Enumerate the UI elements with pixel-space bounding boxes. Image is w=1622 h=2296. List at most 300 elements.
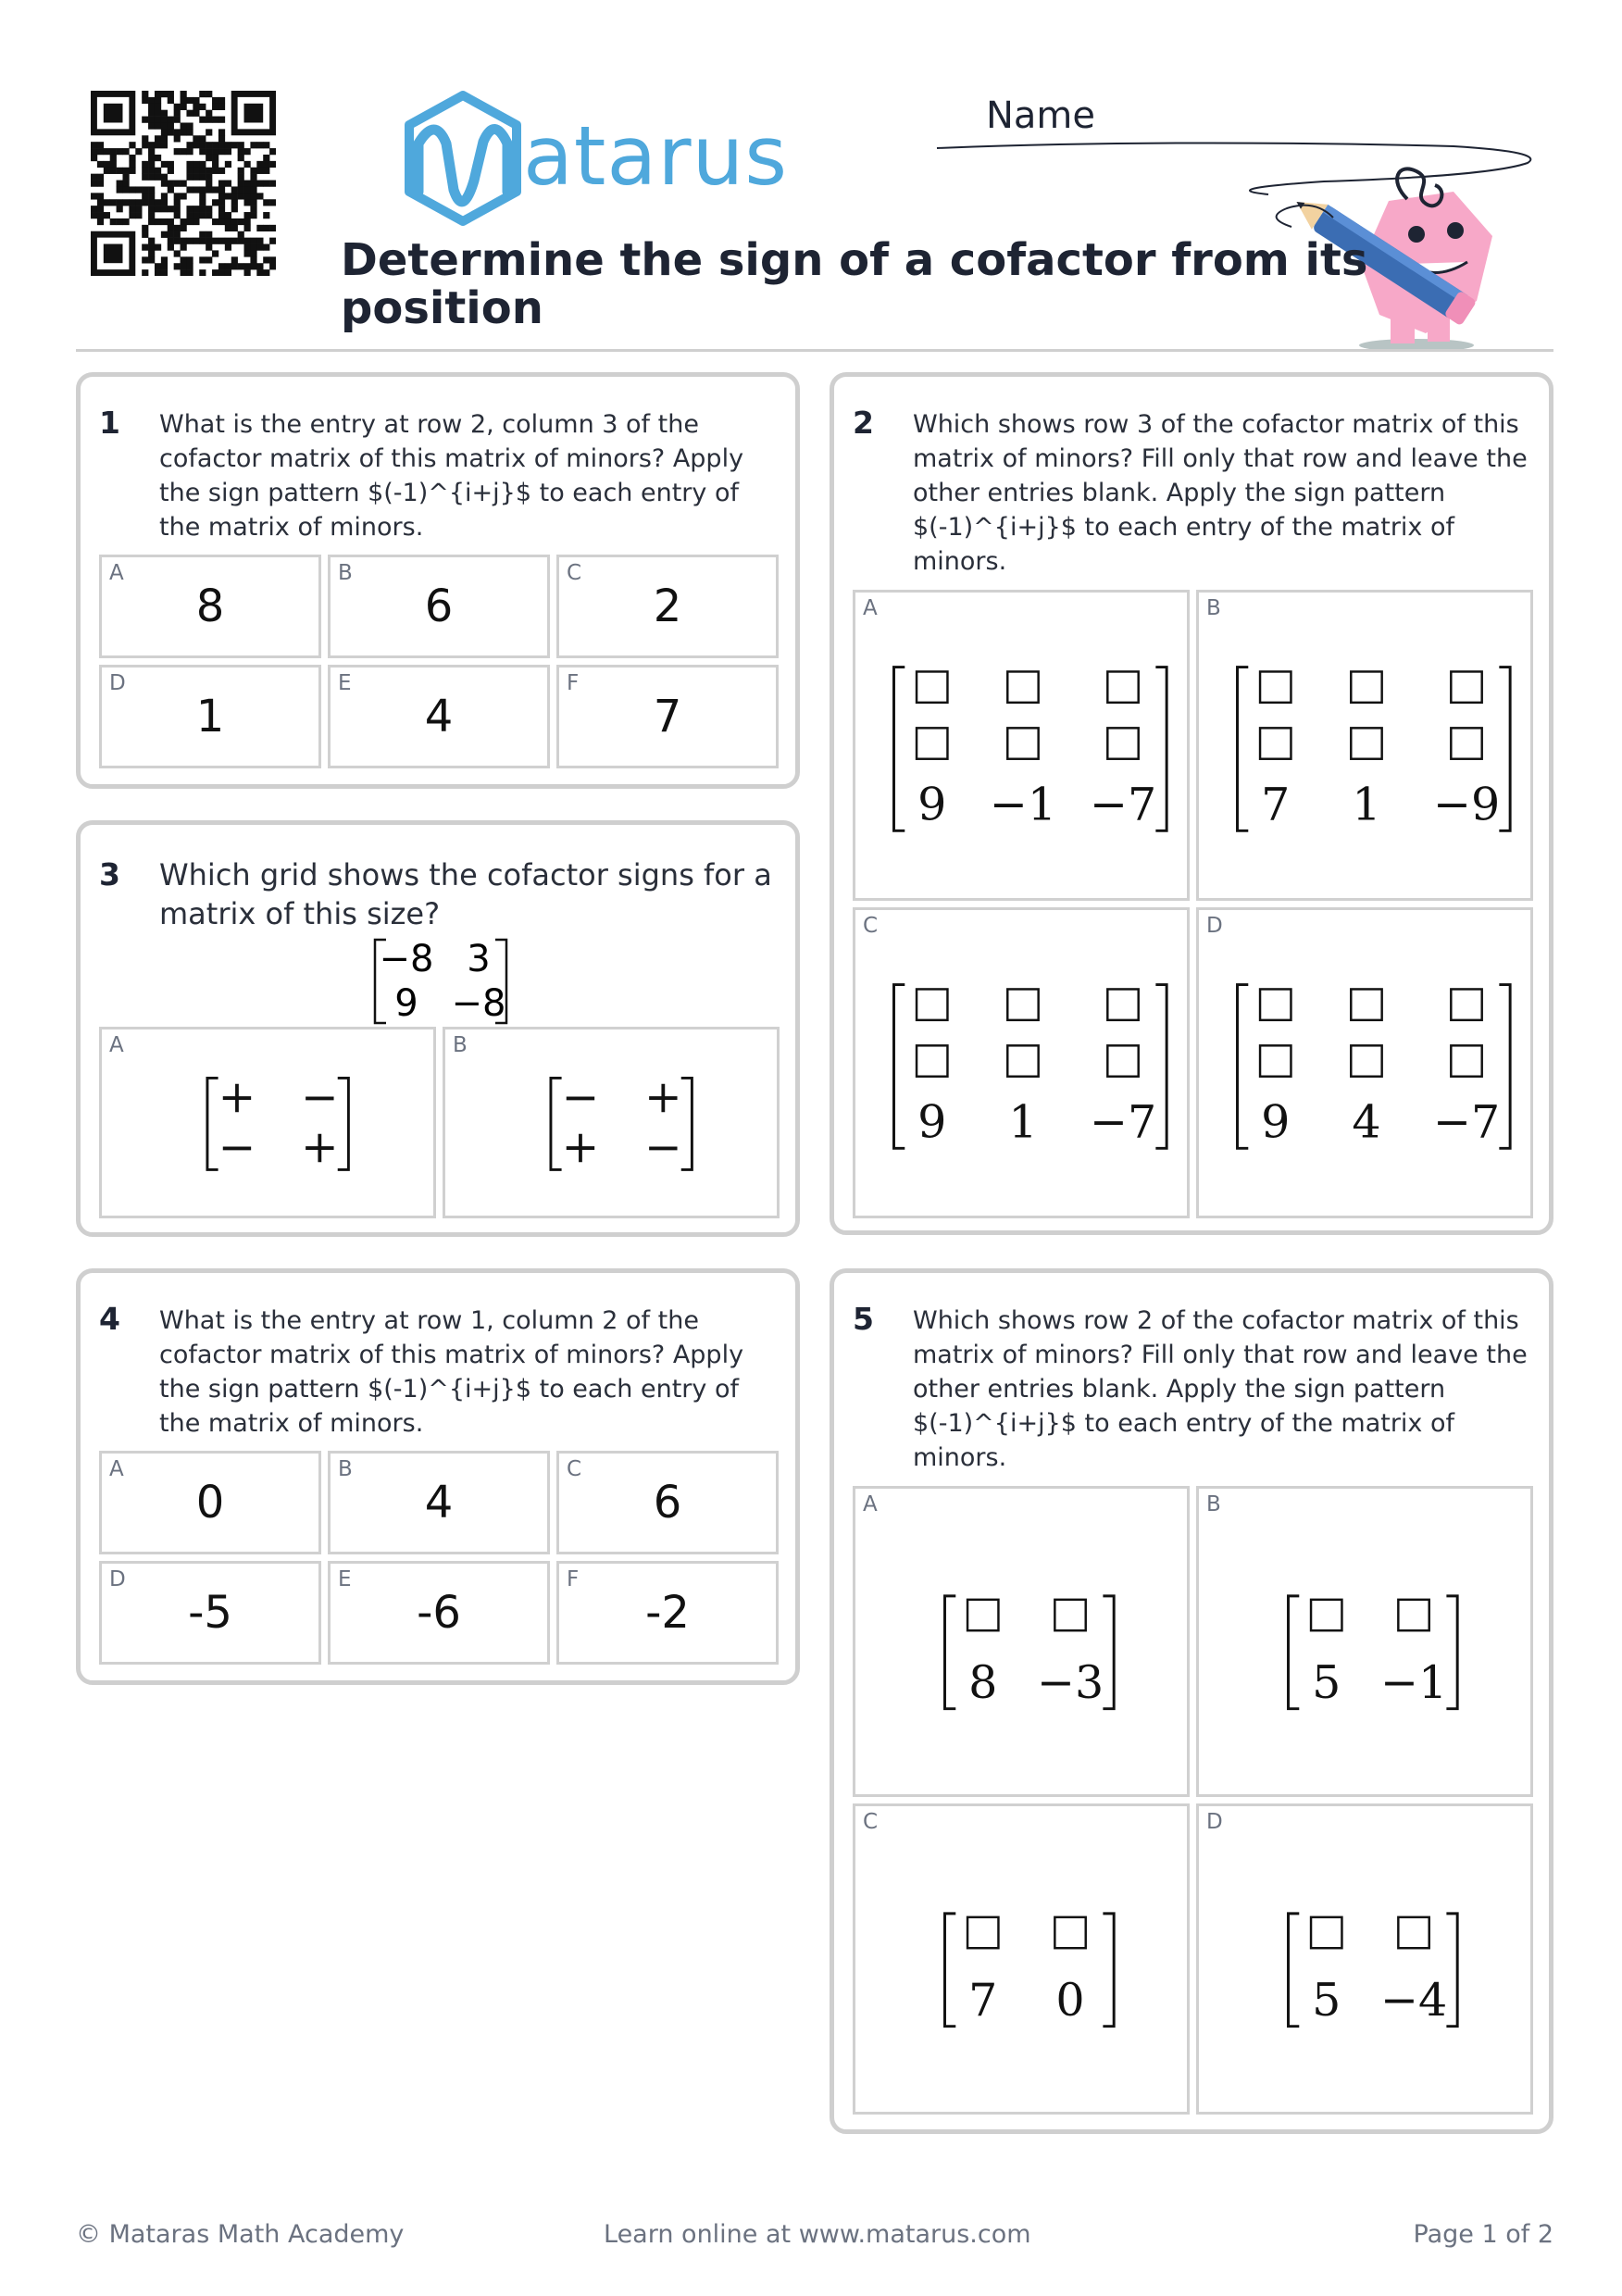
- qr-module: [244, 161, 251, 168]
- option-letter: A: [109, 1457, 124, 1481]
- qr-module: [148, 238, 155, 244]
- matrix-entry: −3: [1036, 1654, 1104, 1709]
- qr-module: [142, 193, 148, 199]
- qr-module: [206, 212, 212, 218]
- qr-module: [193, 174, 199, 181]
- qr-module: [199, 186, 206, 193]
- qr-module: [148, 174, 155, 181]
- qr-module: [142, 244, 148, 251]
- answer-option-e[interactable]: [328, 1561, 550, 1665]
- option-letter: C: [567, 1457, 582, 1481]
- sign-entry: +: [300, 1121, 339, 1174]
- qr-module: [231, 193, 238, 199]
- qr-module: [110, 155, 117, 161]
- bracket-left: [207, 1078, 218, 1169]
- qr-module: [97, 181, 104, 187]
- qr-module: [122, 148, 129, 155]
- qr-module: [256, 161, 263, 168]
- qr-module: [238, 174, 244, 181]
- qr-module: [218, 186, 225, 193]
- qr-module: [238, 193, 244, 199]
- qr-module: [135, 186, 142, 193]
- blank-box: [1351, 671, 1381, 702]
- qr-module: [174, 135, 181, 142]
- qr-module: [117, 186, 123, 193]
- qr-module: [155, 174, 161, 181]
- qr-module: [238, 148, 244, 155]
- qr-module: [238, 218, 244, 225]
- qr-module: [225, 161, 231, 168]
- footer-copyright: © Mataras Math Academy: [76, 2220, 405, 2249]
- bracket-left: [894, 668, 905, 831]
- qr-module: [155, 244, 161, 251]
- blank-box: [917, 989, 947, 1019]
- qr-module: [244, 238, 251, 244]
- option-letter: D: [1206, 1810, 1223, 1834]
- qr-module: [206, 238, 212, 244]
- qr-module: [199, 193, 206, 199]
- qr-module: [110, 218, 117, 225]
- answer-option-b[interactable]: [1196, 1486, 1533, 1797]
- qr-module: [148, 142, 155, 148]
- qr-module: [104, 212, 110, 218]
- qr-module: [104, 161, 110, 168]
- qr-module: [155, 104, 161, 110]
- qr-module: [206, 110, 212, 117]
- qr-module: [168, 181, 174, 187]
- qr-module: [231, 225, 238, 231]
- qr-module: [148, 186, 155, 193]
- qr-module: [212, 186, 218, 193]
- qr-module: [186, 269, 193, 276]
- qr-module: [155, 135, 161, 142]
- bracket-left: [1289, 1596, 1300, 1709]
- blank-box: [1260, 671, 1291, 702]
- option-value: 4: [424, 691, 454, 742]
- matrix-entry: 1: [1352, 777, 1381, 831]
- qr-module: [181, 181, 187, 187]
- qr-module: [244, 250, 251, 256]
- matrix-entry: 7: [1261, 777, 1291, 831]
- qr-module: [186, 238, 193, 244]
- qr-module: [263, 256, 269, 263]
- matrix-entry: 8: [968, 1654, 998, 1709]
- qr-module: [263, 181, 269, 187]
- answer-option-b[interactable]: [328, 555, 550, 658]
- qr-module: [91, 174, 97, 181]
- option-value: 8: [195, 580, 225, 632]
- bracket-right: [681, 1078, 692, 1169]
- qr-module: [117, 148, 123, 155]
- qr-module: [148, 199, 155, 206]
- qr-module: [199, 199, 206, 206]
- qr-module: [186, 174, 193, 181]
- qr-module: [142, 135, 148, 142]
- page-title: Determine the sign of a cofactor from its position: [341, 234, 1368, 334]
- qr-module: [91, 148, 97, 155]
- qr-module: [161, 269, 168, 276]
- option-letter: A: [863, 596, 878, 620]
- qr-module: [181, 122, 187, 129]
- answer-option-a[interactable]: [99, 555, 321, 658]
- qr-module: [161, 256, 168, 263]
- qr-module: [174, 199, 181, 206]
- qr-module: [155, 263, 161, 269]
- qr-finder: [244, 104, 264, 123]
- blank-box: [1260, 728, 1291, 758]
- qr-module: [104, 168, 110, 174]
- qr-module: [199, 91, 206, 97]
- qr-module: [218, 104, 225, 110]
- bracket-right: [1155, 985, 1167, 1149]
- qr-module: [117, 199, 123, 206]
- qr-module: [263, 155, 269, 161]
- qr-module: [199, 148, 206, 155]
- question-card-4: [76, 1268, 800, 1685]
- qr-module: [212, 104, 218, 110]
- qr-module: [212, 117, 218, 123]
- blank-box: [1260, 1045, 1291, 1076]
- qr-module: [155, 91, 161, 97]
- qr-module: [193, 212, 199, 218]
- qr-module: [148, 218, 155, 225]
- qr-module: [212, 148, 218, 155]
- question-text: Which shows row 2 of the cofactor matrix of this matrix of minors? Fill only that row and leave the other entries blank. Apply the sign pattern $(-1)^{i+j}$ to each entry of the matrix of minors.: [913, 1306, 1528, 1472]
- qr-module: [218, 218, 225, 225]
- matrix-entry: 9: [394, 982, 418, 1025]
- footer-website[interactable]: Learn online at www.matarus.com: [604, 2220, 1031, 2249]
- qr-module: [186, 212, 193, 218]
- question-number: 4: [99, 1301, 120, 1337]
- matrix-entry: 1: [1008, 1094, 1038, 1149]
- qr-module: [155, 97, 161, 104]
- qr-module: [148, 168, 155, 174]
- question-matrix: [358, 934, 525, 1027]
- qr-module: [148, 244, 155, 251]
- qr-module: [218, 206, 225, 212]
- matrix-entry: 9: [917, 1094, 947, 1149]
- qr-module: [155, 110, 161, 117]
- option-value: -6: [417, 1587, 461, 1639]
- qr-module: [263, 269, 269, 276]
- qr-module: [129, 212, 135, 218]
- qr-module: [97, 174, 104, 181]
- blank-box: [1398, 1600, 1429, 1630]
- qr-module: [161, 174, 168, 181]
- bracket-right: [1155, 668, 1167, 831]
- qr-module: [218, 238, 225, 244]
- qr-module: [250, 181, 256, 187]
- blank-box: [1351, 728, 1381, 758]
- qr-module: [244, 269, 251, 276]
- matrix-entry: 9: [1261, 1094, 1291, 1149]
- qr-module: [225, 218, 231, 225]
- qr-module: [186, 256, 193, 263]
- answer-option-d[interactable]: [99, 1561, 321, 1665]
- qr-module: [161, 122, 168, 129]
- qr-module: [174, 104, 181, 110]
- qr-module: [193, 218, 199, 225]
- sign-entry: +: [643, 1071, 682, 1124]
- qr-module: [186, 186, 193, 193]
- qr-module: [155, 218, 161, 225]
- qr-module: [250, 256, 256, 263]
- matrix-entry: −1: [989, 777, 1057, 831]
- qr-module: [174, 117, 181, 123]
- sign-entry: +: [561, 1121, 600, 1174]
- matrix-entry: −7: [1432, 1094, 1501, 1149]
- qr-module: [199, 212, 206, 218]
- qr-module: [148, 212, 155, 218]
- blank-box: [1398, 1917, 1429, 1948]
- qr-module: [168, 117, 174, 123]
- qr-module: [206, 168, 212, 174]
- qr-module: [122, 168, 129, 174]
- answer-option-f[interactable]: [556, 1561, 779, 1665]
- blank-box: [1107, 1045, 1138, 1076]
- qr-module: [199, 238, 206, 244]
- qr-module: [142, 199, 148, 206]
- question-number: 2: [853, 405, 874, 441]
- qr-module: [168, 168, 174, 174]
- qr-module: [155, 269, 161, 276]
- bracket-left: [1238, 985, 1249, 1149]
- qr-module: [256, 263, 263, 269]
- option-letter: D: [109, 671, 126, 695]
- answer-option-a[interactable]: [99, 1027, 436, 1218]
- qr-module: [155, 206, 161, 212]
- qr-module: [91, 212, 97, 218]
- sign-entry: −: [561, 1071, 600, 1124]
- qr-module: [168, 244, 174, 251]
- bracket-right: [1103, 1596, 1114, 1709]
- qr-module: [148, 104, 155, 110]
- qr-module: [218, 168, 225, 174]
- qr-module: [206, 117, 212, 123]
- option-letter: D: [1206, 914, 1223, 938]
- qr-module: [186, 263, 193, 269]
- option-letter: A: [109, 561, 124, 585]
- qr-module: [193, 168, 199, 174]
- qr-module: [110, 148, 117, 155]
- qr-module: [142, 186, 148, 193]
- qr-module: [161, 231, 168, 238]
- answer-option-d[interactable]: [1196, 1803, 1533, 2115]
- option-letter: A: [863, 1492, 878, 1516]
- qr-module: [250, 238, 256, 244]
- qr-module: [142, 168, 148, 174]
- qr-module: [212, 199, 218, 206]
- qr-module: [186, 97, 193, 104]
- qr-module: [218, 212, 225, 218]
- option-letter: F: [567, 671, 580, 695]
- qr-module: [91, 206, 97, 212]
- qr-module: [238, 155, 244, 161]
- qr-module: [148, 97, 155, 104]
- qr-module: [193, 238, 199, 244]
- qr-module: [110, 199, 117, 206]
- qr-module: [168, 122, 174, 129]
- qr-module: [238, 231, 244, 238]
- qr-module: [238, 142, 244, 148]
- qr-module: [168, 91, 174, 97]
- answer-option-d[interactable]: [99, 665, 321, 768]
- qr-module: [181, 218, 187, 225]
- qr-module: [129, 199, 135, 206]
- qr-module: [269, 199, 276, 206]
- answer-option-b[interactable]: [443, 1027, 780, 1218]
- bracket-left: [1289, 1914, 1300, 2027]
- matrix-entry: 3: [467, 938, 491, 980]
- qr-module: [104, 199, 110, 206]
- bracket-left: [894, 985, 905, 1149]
- answer-option-d[interactable]: [1196, 907, 1533, 1218]
- answer-option-a[interactable]: [99, 1451, 321, 1554]
- qr-module: [174, 238, 181, 244]
- qr-module: [148, 250, 155, 256]
- option-letter: E: [338, 671, 352, 695]
- qr-module: [269, 181, 276, 187]
- footer-page-number: Page 1 of 2: [1413, 2220, 1553, 2249]
- qr-module: [142, 97, 148, 104]
- qr-module: [225, 225, 231, 231]
- sign-entry: +: [218, 1071, 256, 1124]
- qr-module: [91, 155, 97, 161]
- qr-module: [225, 263, 231, 269]
- qr-module: [168, 225, 174, 231]
- qr-module: [263, 225, 269, 231]
- qr-module: [244, 181, 251, 187]
- qr-module: [238, 186, 244, 193]
- qr-module: [199, 174, 206, 181]
- header-divider: [76, 349, 1553, 352]
- qr-module: [250, 212, 256, 218]
- option-value: 6: [424, 580, 454, 632]
- qr-module: [148, 206, 155, 212]
- option-letter: B: [338, 561, 353, 585]
- option-value: 0: [195, 1477, 225, 1529]
- qr-module: [174, 263, 181, 269]
- answer-option-f[interactable]: [556, 665, 779, 768]
- qr-module: [122, 218, 129, 225]
- qr-module: [129, 155, 135, 161]
- qr-module: [97, 212, 104, 218]
- qr-module: [206, 129, 212, 135]
- qr-module: [174, 225, 181, 231]
- qr-module: [269, 256, 276, 263]
- qr-module: [193, 186, 199, 193]
- option-value: -2: [645, 1587, 690, 1639]
- blank-box: [1007, 671, 1038, 702]
- matrix-entry: 9: [917, 777, 947, 831]
- qr-module: [91, 193, 97, 199]
- answer-option-b[interactable]: [328, 1451, 550, 1554]
- question-card-3: [76, 820, 800, 1237]
- qr-module: [212, 142, 218, 148]
- matrix-entry: 0: [1055, 1972, 1085, 2027]
- qr-module: [129, 206, 135, 212]
- qr-module: [148, 148, 155, 155]
- qr-module: [244, 186, 251, 193]
- qr-module: [244, 212, 251, 218]
- matrix-entry: 7: [968, 1972, 998, 2027]
- qr-finder: [104, 104, 123, 123]
- answer-option-c[interactable]: [853, 907, 1190, 1218]
- qr-module: [225, 244, 231, 251]
- qr-module: [250, 193, 256, 199]
- qr-module: [263, 244, 269, 251]
- qr-module: [231, 186, 238, 193]
- answer-option-c[interactable]: [853, 1803, 1190, 2115]
- qr-module: [244, 263, 251, 269]
- qr-module: [135, 212, 142, 218]
- blank-box: [1311, 1600, 1341, 1630]
- qr-module: [168, 231, 174, 238]
- answer-option-c[interactable]: [556, 555, 779, 658]
- question-card-1: [76, 372, 800, 789]
- qr-module: [212, 218, 218, 225]
- matrix-entry: −1: [1379, 1654, 1448, 1709]
- qr-module: [206, 256, 212, 263]
- qr-module: [155, 117, 161, 123]
- qr-module: [97, 161, 104, 168]
- answer-option-a[interactable]: [853, 1486, 1190, 1797]
- qr-module: [186, 161, 193, 168]
- qr-module: [244, 225, 251, 231]
- blank-box: [917, 728, 947, 758]
- qr-module: [148, 122, 155, 129]
- qr-module: [181, 244, 187, 251]
- qr-module: [117, 218, 123, 225]
- qr-module: [174, 129, 181, 135]
- qr-module: [155, 168, 161, 174]
- qr-module: [97, 218, 104, 225]
- answer-option-a[interactable]: [853, 590, 1190, 901]
- qr-module: [250, 168, 256, 174]
- qr-module: [181, 91, 187, 97]
- qr-module: [238, 263, 244, 269]
- qr-module: [269, 225, 276, 231]
- blank-box: [1007, 989, 1038, 1019]
- qr-module: [181, 256, 187, 263]
- option-letter: E: [338, 1567, 352, 1591]
- qr-module: [244, 218, 251, 225]
- blank-box: [1107, 989, 1138, 1019]
- bracket-right: [1499, 668, 1510, 831]
- matarus-logo-icon: [398, 88, 528, 236]
- qr-module: [129, 186, 135, 193]
- answer-option-e[interactable]: [328, 665, 550, 768]
- qr-module: [161, 129, 168, 135]
- qr-module: [199, 206, 206, 212]
- option-letter: D: [109, 1567, 126, 1591]
- qr-module: [206, 231, 212, 238]
- qr-module: [218, 199, 225, 206]
- blank-box: [1351, 989, 1381, 1019]
- option-letter: C: [863, 1810, 879, 1834]
- qr-module: [193, 104, 199, 110]
- bracket-left: [945, 1914, 956, 2027]
- option-letter: B: [453, 1033, 468, 1057]
- qr-module: [174, 231, 181, 238]
- qr-module: [181, 225, 187, 231]
- answer-option-c[interactable]: [556, 1451, 779, 1554]
- qr-module: [225, 142, 231, 148]
- bracket-left: [551, 1078, 562, 1169]
- option-value: 6: [653, 1477, 682, 1529]
- qr-module: [250, 250, 256, 256]
- answer-option-b[interactable]: [1196, 590, 1533, 901]
